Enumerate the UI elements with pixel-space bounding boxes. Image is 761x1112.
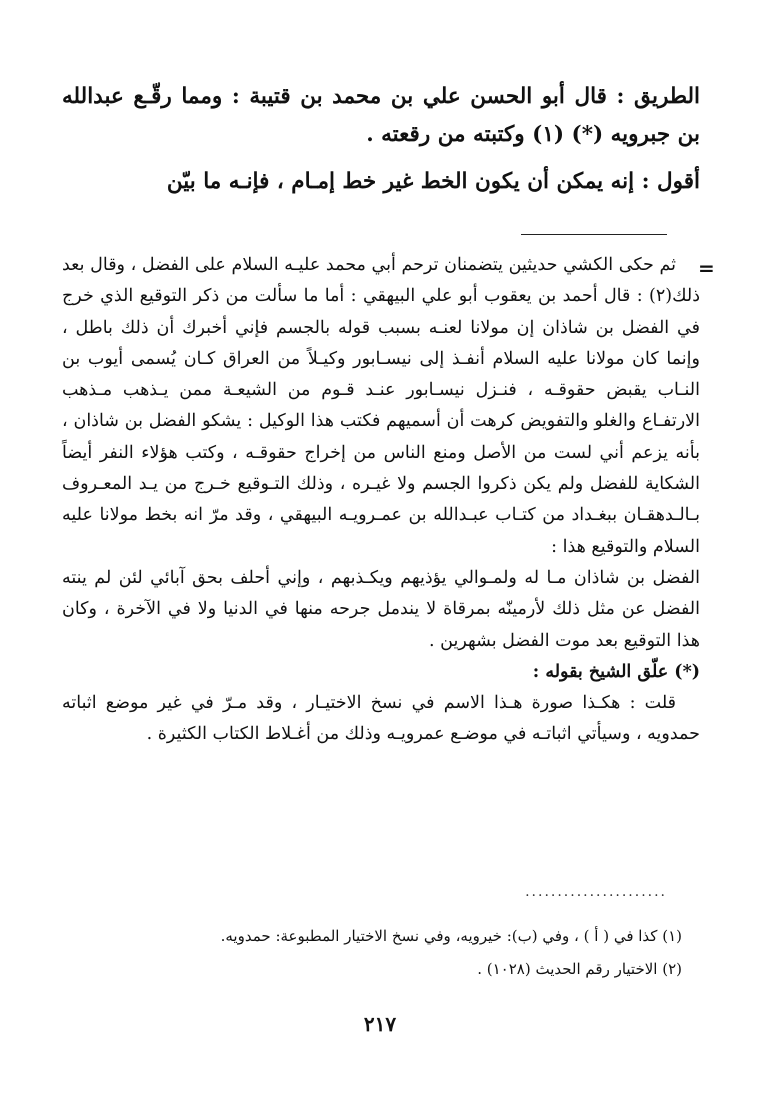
continuation-mark: =	[698, 256, 715, 280]
main-text	[62, 78, 700, 201]
footnote-2: (٢) الاختيار رقم الحديث (١٠٢٨) .	[477, 960, 682, 978]
main-paragraph-1: الطريق : قال أبو الحسن علي بن محمد بن قتيبة : ومما رقّـع عبدالله بن جبرويه (*) (١) وكتبته من رقعته .	[62, 84, 700, 147]
note-paragraph-2: الفضل بن شاذان مـا له ولمـوالي يؤذيهم ويكـذبهم ، وإني أحلف بحق آبائي لئن لم ينته الفضل عن مثل ذلك لأرمينّه بمرقاة لا يندمل جرحه منها في الدنيا ولا في الآخرة ، وكان هذا التوقيع بعد موت الفضل بشهرين .	[62, 567, 700, 651]
note-paragraph-1: ثم حكى الكشي حديثين يتضمنان ترحم أبي محمد عليـه السلام على الفضل ، وقال بعد ذلك(٢) : قال أحمد بن يعقوب أبو علي البيهقي : أما ما سألت من ذكر التوقيع الذي خرج في الفضل بن شاذان إن مولانا لعنـه بسبب قوله بالجسم فإني أخبرك أن ذلك باطل ، وإنما كان مولانا عليه السلام أنفـذ إلى نيسـابور وكيـلاً من العراق كـان يُسمى أيوب بن النـاب يقبض حقوقـه ، فنـزل نيسـابور عنـد قـوم من الشيعـة ممن يـذهب مـذهب الارتفـاع والغلو والتفويض كرهت أن أسميهم فكتب هذا الوكيل : يشكو الفضل بن شاذان ، بأنه يزعم أني لست من الأصل ومنع الناس من إخراج حقوقـه ، وكتب هؤلاء النفر أيضاً الشكاية للفضل ولم يكن ذكروا الجسم ولا غيـره ، وذلك التـوقيع خـرج من يـد المعـروف بـالـدهقـان ببغـداد من كتـاب عبـدالله بن عمـرويـه البيهقي ، وقد مرّ انه بخط مولانا عليه السلام والتوقيع هذا :	[62, 255, 700, 557]
footnotes	[62, 920, 682, 986]
page-number: ٢١٧	[363, 1012, 397, 1036]
main-paragraph-2: أقول : إنه يمكن أن يكون الخط غير خط إمـام ، فإنـه ما بيّن	[166, 169, 700, 194]
note-block	[62, 250, 700, 751]
note-paragraph-4: قلت : هكـذا صورة هـذا الاسم في نسخ الاختيـار ، وقد مـرّ في غير موضع اثباته حمدويه ، وسيأتي اثباتـه في موضـع عمرويـه وذلك من أغـلاط الكتاب الكثيرة .	[62, 693, 700, 745]
footnote-separator	[521, 234, 667, 235]
dotted-separator: ......................	[525, 884, 667, 900]
note-comment-heading: (*) علّق الشيخ بقوله :	[532, 661, 700, 682]
footnote-1: (١) كذا في ( أ ) ، وفي (ب): خيرويه، وفي نسخ الاختيار المطبوعة: حمدويه.	[220, 927, 682, 945]
